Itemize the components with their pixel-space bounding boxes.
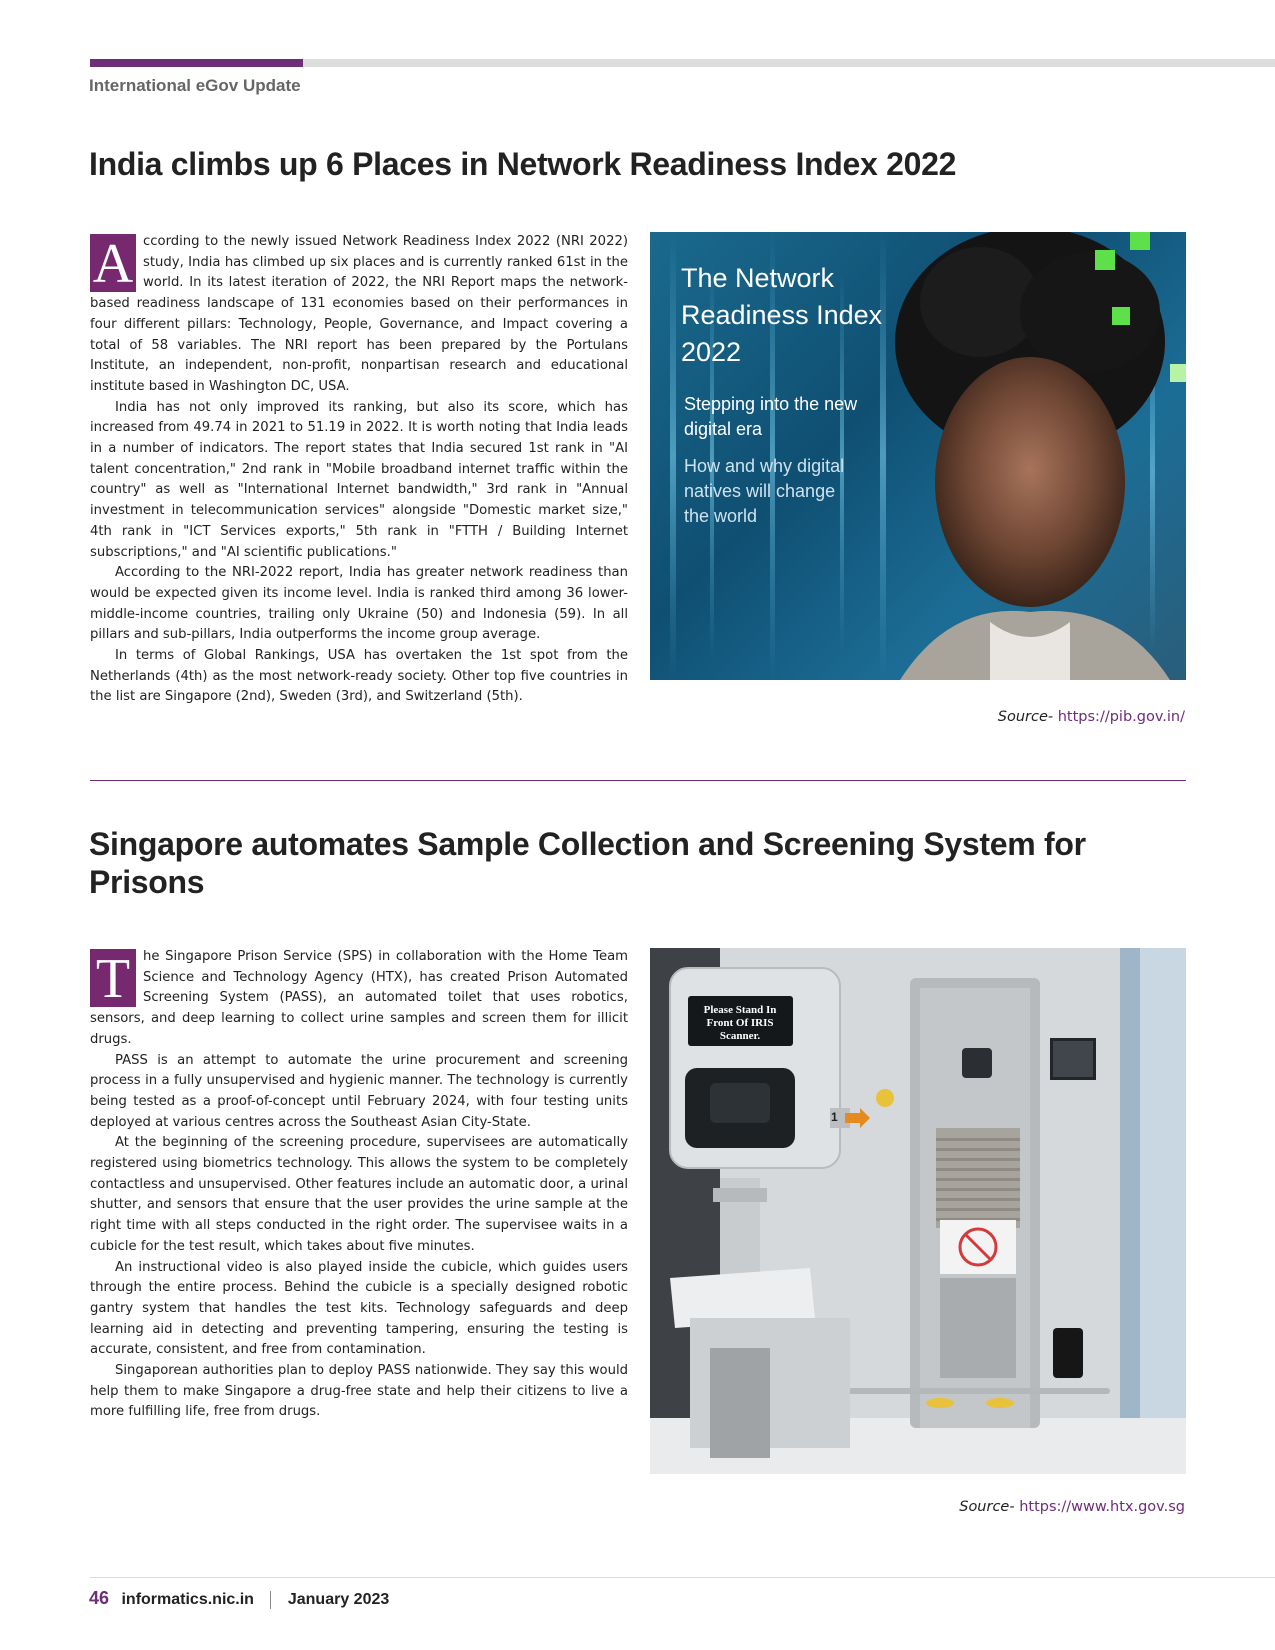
header-accent-bar [90,59,303,67]
page-footer [89,1588,389,1609]
source-label: Source- [959,1499,1015,1515]
article-1-body [90,232,628,708]
footer-issue: January 2023 [287,1591,390,1608]
source-label: Source- [997,709,1054,725]
screen-text-line: Please Stand In [703,1004,777,1016]
nri-report-cover-image [650,232,1186,680]
step-number-label: 1 [831,1110,838,1124]
cover-tagline: How and why digital natives will change the world [684,456,845,526]
article-1-paragraph: ccording to the newly issued Network Readiness Index 2022 (NRI 2022) study, India has climbed up six places and is currently ranked 61st in the world. In its latest iteration of 2022, the NRI Report maps the network-based readiness landscape of 131 economies based on their performances in four different pillars: Technology, People, Governance, and Impact covering a total of 58 variables. The NRI report has been prepared by the Portulans Institute, an independent, non-profit, nonpartisan research and educational institute based in Washington DC, USA. [90,234,628,394]
article-1-paragraph: According to the NRI-2022 report, India has greater network readiness than would be expected given its income level. India is ranked third among 36 lower-middle-income countries, trailing only Ukraine (50) and Indonesia (59). In all pillars and sub-pillars, India outperforms the income group average. [90,565,628,643]
article-2-title: Singapore automates Sample Collection and Screening System for Prisons [89,826,1086,900]
article-2-paragraph: An instructional video is also played inside the cubicle, which guides users through the entire process. Behind the cubicle is a specially designed robotic gantry system that handles the test kits. Technology safeguards and deep learning aid in detecting and preventing tampering, ensuring the testing is accurate, consistent, and free from contamination. [90,1259,628,1358]
article-2-paragraph: he Singapore Prison Service (SPS) in collaboration with the Home Team Science and Technology Agency (HTX), has created Prison Automated Screening System (PASS), an automated toilet that uses robotics, sensors, and deep learning to collect urine samples and screen them for illicit drugs. [90,949,628,1047]
article-2-paragraph: Singaporean authorities plan to deploy PASS nationwide. They say this would help them to make Singapore a drug-free state and help their citizens to live a more fulfilling life, free from drugs. [90,1363,628,1420]
article-1-title: India climbs up 6 Places in Network Readiness Index 2022 [89,146,957,182]
cover-title-line: The Network [681,263,835,293]
article-1-paragraph: India has not only improved its ranking, but also its score, which has increased from 49.74 in 2021 to 51.19 in 2022. It is worth noting that India leads in a number of indicators. The report states that India secured 1st rank in "AI talent concentration," 2nd rank in "Mobile broadband internet traffic within the country" as well as "International Internet bandwidth," 3rd rank in "Annual investment in telecommunication services" alongside "Domestic market size," 4th rank in "ICT Services exports," 5th rank in "FTTH / Building Internet subscriptions," and "AI scientific publications." [90,399,628,560]
section-label: International eGov Update [89,76,301,95]
article-2-body [90,947,628,1423]
footer-rule [90,1577,1275,1578]
footer-site: informatics.nic.in [121,1591,254,1608]
article-2-dropcap: T [90,949,136,1007]
article-1-paragraph: In terms of Global Rankings, USA has overtaken the 1st spot from the Netherlands (4th) as the most network-ready society. Other top five countries in the list are Singapore (2nd), Sweden (3rd), and Switzerland (5th). [90,648,628,705]
screen-text-line: Scanner. [719,1030,761,1042]
article-divider [90,780,1186,781]
source-link[interactable]: https://pib.gov.in/ [1057,709,1185,725]
screen-text-line: Front Of IRIS [706,1017,774,1029]
page-number: 46 [89,1588,110,1608]
article-1-source [998,709,1185,725]
article-2-paragraph: At the beginning of the screening procedure, supervisees are automatically registered using biometrics technology. This allows the system to be completely contactless and unsupervised. Other features include an automatic door, a urinal shutter, and sensors that ensure that the user provides the urine sample at the right time with all steps conducted in the right order. The supervisee waits in a cubicle for the test result, which takes about five minutes. [90,1135,628,1254]
article-2-source [959,1499,1185,1515]
cover-subtitle: Stepping into the new digital era [684,394,858,439]
source-link[interactable]: https://www.htx.gov.sg [1019,1499,1185,1515]
footer-separator [270,1591,271,1609]
cover-title-line: 2022 [681,337,742,367]
cover-title [681,260,911,371]
iris-scanner-screen [688,996,808,1056]
article-2-paragraph: PASS is an attempt to automate the urine procurement and screening process in a fully unsupervised and hygienic manner. The technology is currently being tested as a proof-of-concept until February 2024, with four testing units deployed at various centres across the Southeast Asian City-State. [90,1052,628,1130]
pass-cubicle-photo [650,948,1186,1474]
article-1-dropcap: A [90,234,136,292]
cover-title-line: Readiness Index [681,300,883,330]
